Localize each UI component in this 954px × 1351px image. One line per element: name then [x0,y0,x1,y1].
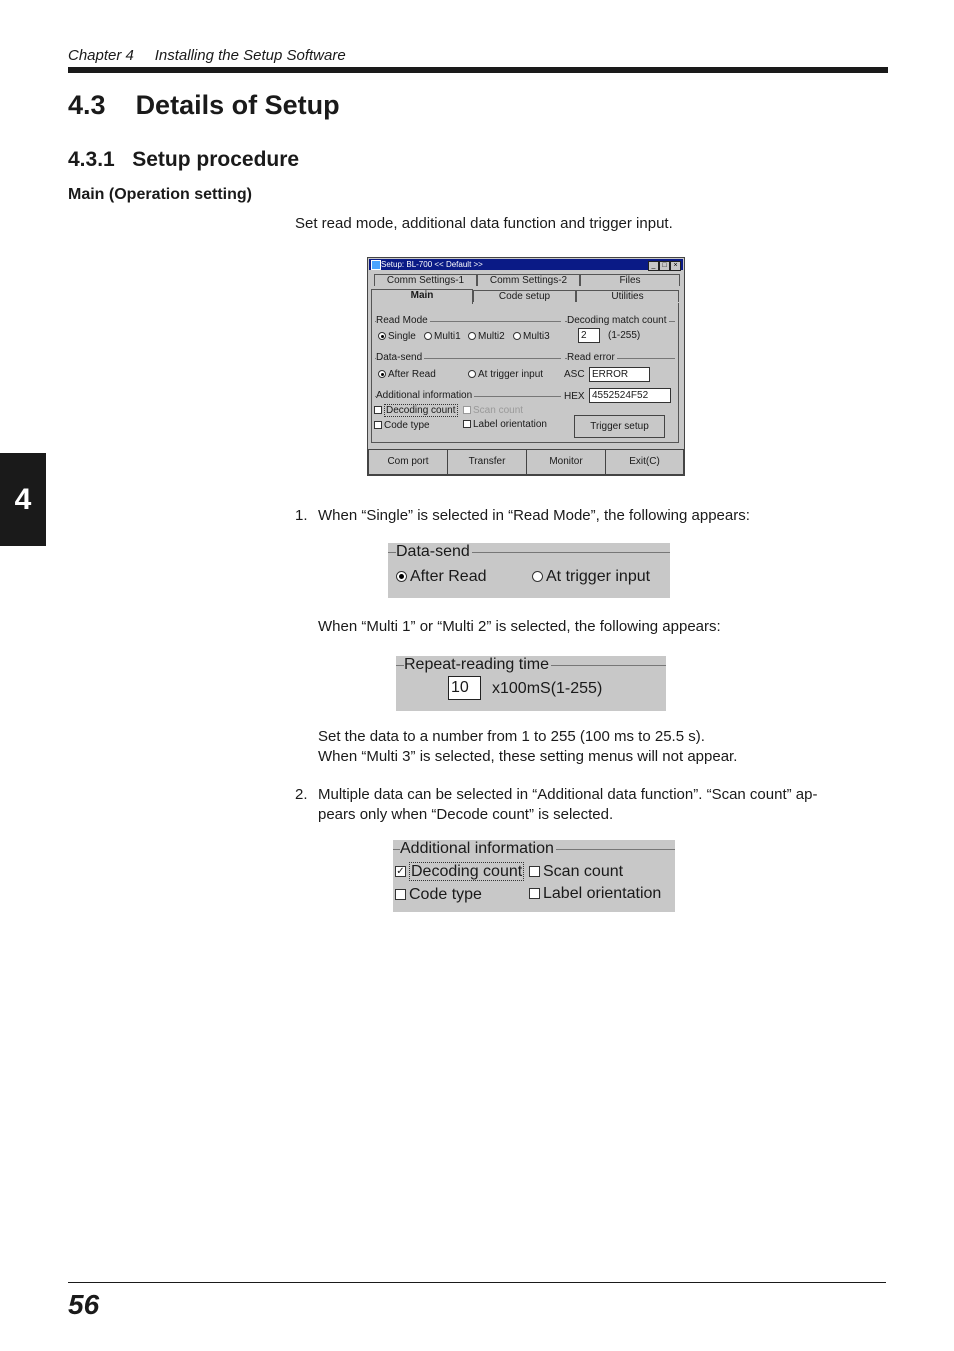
radio-at-trigger-label: At trigger input [478,369,544,380]
scan-count-label: Scan count [473,405,524,416]
step1-text: When “Single” is selected in “Read Mode”, the following appears: [318,507,750,524]
decoding-match-range: (1-255) [608,330,641,341]
tab-comm-settings-2[interactable]: Comm Settings-2 [477,274,580,286]
repeat-reading-caption: Repeat-reading time [404,656,549,673]
radio-icon [513,332,521,340]
header-rule [68,67,888,73]
section-heading [68,90,340,121]
checkbox-scan-count[interactable] [463,405,523,416]
data-send-label: Data-send [376,352,423,363]
radio-at-trigger-zoom[interactable] [532,568,650,586]
checkbox-scan-count-zoom[interactable] [529,863,623,881]
maximize-icon[interactable]: □ [659,261,670,271]
asc-label: ASC [564,369,585,380]
monitor-button[interactable]: Monitor [526,449,606,475]
checkbox-decoding-count-zoom[interactable] [395,863,524,881]
radio-multi2[interactable] [468,331,505,342]
radio-single[interactable] [378,331,416,342]
step1-text2: When “Multi 1” or “Multi 2” is selected, the following appears: [318,618,721,635]
decoding-count-label: Decoding count [411,863,523,880]
tab-utilities[interactable]: Utilities [576,290,679,302]
data-send-caption: Data-send [396,543,470,560]
chapter-side-tab: 4 [0,453,46,546]
tab-main[interactable]: Main [371,289,473,304]
checkbox-icon [463,406,471,414]
radio-after-read-zoom[interactable] [396,568,486,586]
checkbox-decoding-count[interactable] [374,405,458,416]
radio-icon [532,571,543,582]
header-chapter: Chapter 4 [68,47,134,64]
radio-after-read[interactable] [378,369,436,380]
app-icon [371,260,381,270]
checkbox-icon [374,421,382,429]
step2-number: 2. [295,786,308,803]
radio-multi3-label: Multi3 [523,331,550,342]
checkbox-code-type[interactable] [374,420,430,431]
radio-icon-selected [378,332,386,340]
after-read-label: After Read [410,568,487,585]
label-orientation-label: Label orientation [473,419,547,430]
radio-icon [468,332,476,340]
decoding-match-label: Decoding match count [567,315,667,326]
additional-info-panel [393,840,675,912]
subsection-title: Setup procedure [132,148,300,171]
decoding-count-label: Decoding count [386,405,456,416]
scan-count-label: Scan count [543,863,624,880]
asc-input[interactable]: ERROR [589,367,650,382]
checkbox-icon [463,420,471,428]
checkbox-icon [529,888,540,899]
tab-files[interactable]: Files [580,274,680,286]
decoding-match-input[interactable]: 2 [578,328,600,343]
radio-multi1[interactable] [424,331,461,342]
subsection-number: 4.3.1 [68,148,115,171]
read-mode-label: Read Mode [376,315,428,326]
hex-label: HEX [564,391,585,402]
step2-line1: Multiple data can be selected in “Additional data function”. “Scan count” ap- [318,786,818,803]
additional-info-caption: Additional information [400,840,554,857]
repeat-reading-panel [396,656,666,711]
checkbox-label-orientation[interactable] [463,419,547,430]
checkbox-icon [395,889,406,900]
checkbox-label-orientation-zoom[interactable] [529,885,661,903]
radio-icon-selected [378,370,386,378]
setup-dialog [367,257,685,476]
tab-code-setup[interactable]: Code setup [473,290,576,302]
radio-multi2-label: Multi2 [478,331,505,342]
checkbox-icon [529,866,540,877]
radio-at-trigger-input[interactable] [468,369,543,380]
repeat-reading-input[interactable]: 10 [448,676,481,700]
header-title: Installing the Setup Software [154,47,346,64]
footer-rule [68,1282,886,1283]
additional-info-label: Additional information [376,390,473,401]
exit-button[interactable]: Exit(C) [605,449,684,475]
data-send-panel [388,543,670,598]
code-type-label: Code type [409,886,482,903]
radio-after-read-label: After Read [388,369,436,380]
section-title: Details of Setup [135,90,340,120]
radio-icon [468,370,476,378]
checkbox-icon [374,406,382,414]
checkmark-icon: ✓ [396,866,405,878]
subsection-heading [68,148,299,172]
minimize-icon[interactable]: _ [648,261,659,271]
intro-text: Set read mode, additional data function and trigger input. [295,215,673,232]
dialog-title: Setup: BL-700 << Default >> [381,260,483,269]
com-port-button[interactable]: Com port [368,449,448,475]
repeat-reading-unit: x100mS(1-255) [492,680,603,697]
label-orientation-label: Label orientation [543,885,662,902]
running-header [68,47,346,64]
close-icon[interactable]: × [670,261,681,271]
step1-note2: When “Multi 3” is selected, these setting menus will not appear. [318,748,738,765]
at-trigger-label: At trigger input [546,568,651,585]
radio-icon-selected [396,571,407,582]
dialog-titlebar [369,259,683,270]
hex-input[interactable]: 4552524F52 [589,388,671,403]
tab-comm-settings-1[interactable]: Comm Settings-1 [374,274,477,286]
radio-single-label: Single [388,331,416,342]
subheading: Main (Operation setting) [68,186,252,203]
step2-line2: pears only when “Decode count” is selected. [318,806,614,823]
read-error-label: Read error [567,352,615,363]
radio-icon [424,332,432,340]
trigger-setup-button[interactable]: Trigger setup [574,415,665,438]
step1-note1: Set the data to a number from 1 to 255 (100 ms to 25.5 s). [318,728,705,745]
transfer-button[interactable]: Transfer [447,449,527,475]
code-type-label: Code type [384,420,430,431]
radio-multi1-label: Multi1 [434,331,461,342]
step1-number: 1. [295,507,308,524]
section-number: 4.3 [68,90,106,120]
checkbox-code-type-zoom[interactable] [395,886,482,904]
page-number: 56 [68,1289,100,1320]
radio-multi3[interactable] [513,331,550,342]
